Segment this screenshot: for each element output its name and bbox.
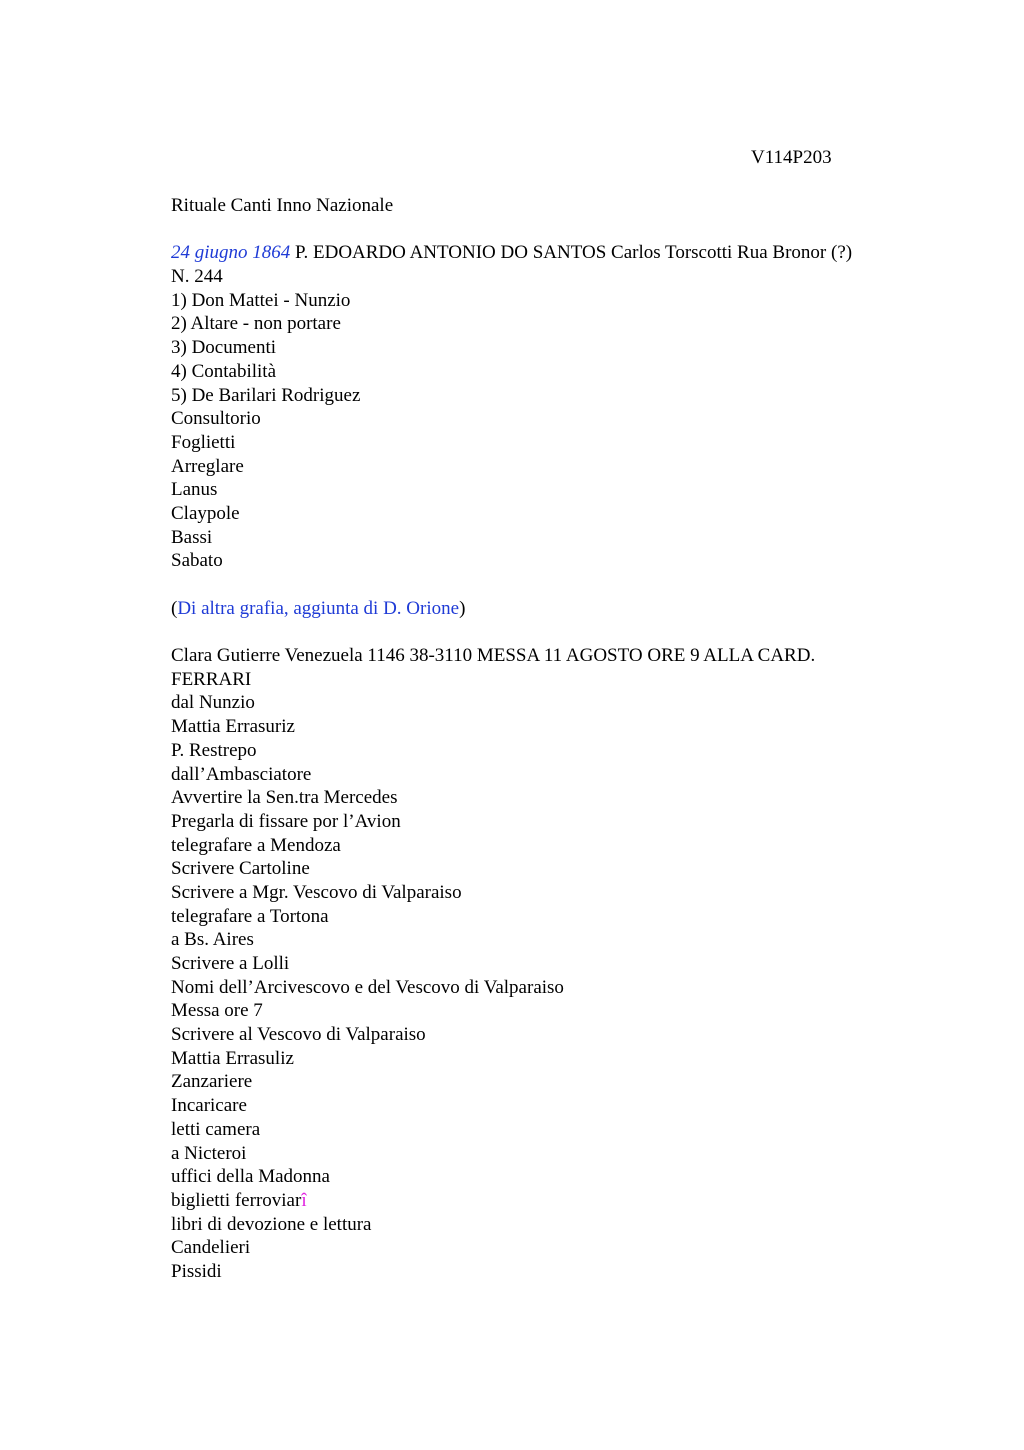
list-item: Scrivere a Lolli [171, 953, 290, 974]
list-item: Bassi [171, 526, 213, 548]
list-item-ferroviari [171, 1189, 931, 1213]
handwriting-note [171, 597, 931, 621]
entry-text: P. EDOARDO ANTONIO DO SANTOS Carlos Torscotti Rua Bronor (?) [290, 242, 853, 264]
list-item: Arreglare [171, 455, 244, 477]
note-open-paren: ( [171, 597, 178, 619]
ferroviari-mark: î [301, 1189, 307, 1211]
spacer [171, 620, 931, 644]
entry-date: 24 giugno 1864 [171, 242, 291, 264]
list-item: dall’Ambasciatore [171, 763, 312, 785]
list-item: Pissidi [171, 1260, 222, 1282]
list-item: Incaricare [171, 1095, 247, 1117]
list-item: Pregarla di fissare por l’Avion [171, 810, 401, 832]
list-item: Consultorio [171, 408, 261, 430]
list-item: telegrafare a Mendoza [171, 834, 341, 856]
list-item: a Bs. Aires [171, 929, 254, 951]
list-item: 1) Don Mattei - Nunzio [171, 289, 351, 311]
list-item: P. Restrepo [171, 739, 257, 761]
document-title: Rituale Canti Inno Nazionale [171, 195, 394, 216]
list-item: N. 244 [171, 266, 223, 288]
list-item: telegrafare a Tortona [171, 905, 329, 927]
document-reference: V114P203 [751, 147, 832, 168]
list-item: uffici della Madonna [171, 1166, 330, 1188]
list-item: a Nicteroi [171, 1142, 247, 1164]
list-item: letti camera [171, 1118, 261, 1140]
spacer [171, 218, 931, 242]
list-b [171, 644, 931, 1213]
ferroviari-text: biglietti ferroviar [171, 1189, 302, 1211]
list-item: Scrivere al Vescovo di Valparaiso [171, 1024, 426, 1046]
list-item: Mattia Errasuliz [171, 1047, 294, 1069]
spacer [171, 573, 931, 597]
list-item: Claypole [171, 502, 240, 524]
note-text: Di altra grafia, aggiunta di D. Orione [177, 597, 460, 619]
list-item: Foglietti [171, 431, 236, 453]
list-item: Candelieri [171, 1237, 251, 1259]
list-a [171, 265, 931, 573]
entry-line [171, 241, 931, 265]
list-item: Messa ore 7 [171, 1000, 263, 1022]
list-item: Sabato [171, 550, 223, 572]
list-item: Zanzariere [171, 1071, 253, 1093]
note-close-paren: ) [459, 597, 466, 619]
list-item: Scrivere Cartoline [171, 858, 310, 880]
list-item: 5) De Barilari Rodriguez [171, 384, 361, 406]
list-item: Nomi dell’Arcivescovo e del Vescovo di Valparaiso [171, 976, 564, 998]
document-body [171, 194, 931, 1284]
list-item: Clara Gutierre Venezuela 1146 38-3110 MESSA 11 AGOSTO ORE 9 ALLA CARD. [171, 645, 816, 667]
list-item: Avvertire la Sen.tra Mercedes [171, 787, 398, 809]
list-item: Lanus [171, 479, 218, 501]
list-item: dal Nunzio [171, 692, 255, 714]
list-item: Mattia Errasuriz [171, 716, 295, 738]
list-item: 2) Altare - non portare [171, 313, 341, 335]
list-item: FERRARI [171, 668, 252, 690]
list-item: 4) Contabilità [171, 360, 277, 382]
list-item: 3) Documenti [171, 337, 277, 359]
list-item: libri di devozione e lettura [171, 1213, 372, 1235]
list-item: Scrivere a Mgr. Vescovo di Valparaiso [171, 881, 462, 903]
list-c [171, 1213, 931, 1284]
